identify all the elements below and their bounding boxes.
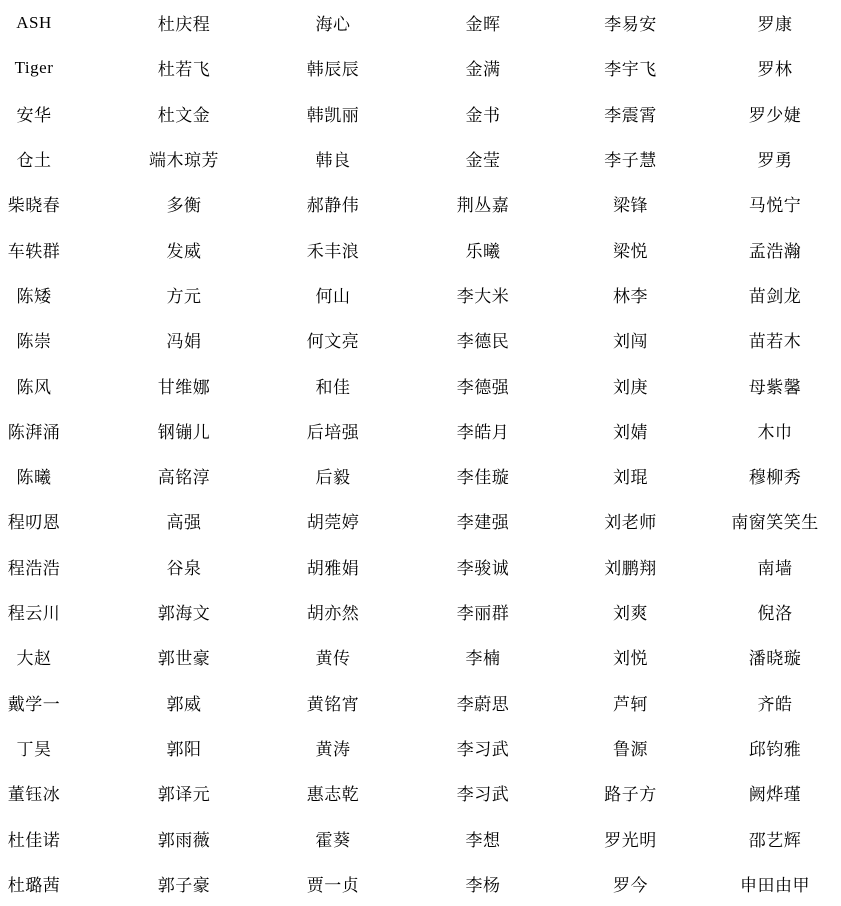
name-cell[interactable]: 霍葵 [315, 830, 351, 850]
name-cell[interactable]: 杜若飞 [157, 60, 211, 80]
name-cell[interactable]: 程云川 [7, 604, 61, 624]
name-cell[interactable]: 刘婧 [613, 422, 648, 442]
name-cell[interactable]: 李习武 [456, 739, 510, 759]
name-cell[interactable]: 何文亮 [306, 332, 360, 352]
name-cell[interactable]: 刘琨 [613, 468, 648, 488]
name-cell[interactable]: 李皓月 [456, 422, 510, 442]
name-cell[interactable]: 戴学一 [7, 694, 61, 714]
name-cell[interactable]: 董钰冰 [7, 785, 61, 805]
name-cell[interactable]: 黄传 [315, 649, 351, 669]
name-cell[interactable]: 阙烨瑾 [748, 785, 802, 805]
name-cell[interactable]: 潘晓璇 [748, 649, 802, 669]
name-cell[interactable]: 杜文金 [157, 105, 211, 125]
name-cell[interactable]: 金满 [465, 60, 501, 80]
name-cell[interactable]: 后培强 [306, 422, 360, 442]
name-cell[interactable]: 禾丰浪 [306, 241, 360, 261]
name-cell[interactable]: 李大米 [456, 286, 510, 306]
name-cell[interactable]: 郭海文 [157, 604, 211, 624]
name-cell[interactable]: 陈曦 [16, 468, 52, 488]
name-cell[interactable]: 罗今 [613, 875, 648, 895]
name-cell[interactable]: 鲁源 [613, 739, 648, 759]
name-cell[interactable]: 李佳璇 [456, 468, 510, 488]
name-cell[interactable]: 罗康 [757, 15, 793, 35]
name-cell[interactable]: 罗光明 [604, 830, 657, 850]
name-cell[interactable]: 林李 [613, 286, 648, 306]
name-cell[interactable]: 南墙 [757, 558, 793, 578]
name-cell[interactable]: 齐皓 [757, 694, 793, 714]
name-cell[interactable]: 大赵 [16, 649, 52, 669]
name-cell[interactable]: 李杨 [465, 875, 501, 895]
name-cell[interactable]: 韩辰辰 [306, 60, 360, 80]
name-cell[interactable]: 李子慧 [604, 151, 657, 171]
name-cell[interactable]: 钢镚儿 [157, 422, 211, 442]
name-cell[interactable]: 韩凯丽 [306, 105, 360, 125]
name-cell[interactable]: 陈湃涌 [7, 422, 61, 442]
name-cell[interactable]: 路子方 [604, 785, 657, 805]
name-cell[interactable]: 金莹 [465, 151, 501, 171]
name-cell[interactable]: ASH [16, 12, 52, 32]
name-cell[interactable]: 刘爽 [613, 604, 648, 624]
name-cell[interactable]: 荆丛嘉 [456, 196, 510, 216]
name-cell[interactable]: 何山 [315, 286, 351, 306]
name-cell[interactable]: 方元 [166, 286, 202, 306]
name-cell[interactable]: 仓土 [16, 151, 52, 171]
name-cell[interactable]: 郭世豪 [157, 649, 211, 669]
name-cell[interactable]: 海心 [315, 15, 351, 35]
name-cell[interactable]: 刘庚 [613, 377, 648, 397]
name-cell[interactable]: 梁锋 [613, 196, 648, 216]
name-cell[interactable]: 李想 [465, 830, 501, 850]
name-cell[interactable]: 高强 [166, 513, 202, 533]
name-cell[interactable]: 杜璐茜 [7, 875, 61, 895]
name-cell[interactable]: 多衡 [166, 196, 202, 216]
name-cell[interactable]: 刘闯 [613, 332, 648, 352]
name-cell[interactable]: 黄涛 [315, 739, 351, 759]
name-cell[interactable]: 南窗笑笑生 [731, 513, 819, 533]
name-cell[interactable]: 胡莞婷 [306, 513, 360, 533]
name-cell[interactable]: 黄铭宵 [306, 694, 360, 714]
name-cell[interactable]: 罗勇 [757, 151, 793, 171]
name-cell[interactable]: 郭子豪 [157, 875, 211, 895]
name-cell[interactable]: 申田由甲 [740, 875, 810, 895]
name-cell[interactable]: 车轶群 [7, 241, 61, 261]
name-cell[interactable]: 李习武 [456, 785, 510, 805]
name-cell[interactable]: 胡亦然 [306, 604, 360, 624]
name-cell[interactable]: Tiger [14, 57, 54, 77]
name-cell[interactable]: 安华 [16, 105, 52, 125]
name-cell[interactable]: 刘鹏翔 [604, 558, 657, 578]
name-cell[interactable]: 陈矮 [16, 286, 52, 306]
name-cell[interactable]: 陈崇 [16, 332, 52, 352]
name-cell[interactable]: 李骏诚 [456, 558, 510, 578]
name-cell[interactable]: 郭威 [166, 694, 202, 714]
name-cell[interactable]: 苗剑龙 [748, 286, 802, 306]
name-cell[interactable]: 陈风 [16, 377, 52, 397]
name-cell[interactable]: 苗若木 [748, 332, 802, 352]
name-cell[interactable]: 李宇飞 [604, 60, 657, 80]
name-cell[interactable]: 程叨恩 [7, 513, 61, 533]
name-cell[interactable]: 李震霄 [604, 105, 657, 125]
name-cell[interactable]: 乐曦 [465, 241, 501, 261]
name-cell[interactable]: 李德民 [456, 332, 510, 352]
name-cell[interactable]: 端木琼芳 [149, 151, 219, 171]
name-cell[interactable]: 李易安 [604, 15, 657, 35]
name-cell[interactable]: 后毅 [315, 468, 351, 488]
name-cell[interactable]: 贾一贞 [306, 875, 360, 895]
name-cell[interactable]: 冯娟 [166, 332, 202, 352]
name-cell[interactable]: 谷泉 [166, 558, 202, 578]
name-cell[interactable]: 金书 [465, 105, 501, 125]
name-cell[interactable]: 郭阳 [166, 739, 202, 759]
name-cell[interactable]: 芦轲 [613, 694, 648, 714]
name-cell[interactable]: 李蔚思 [456, 694, 510, 714]
name-cell[interactable]: 罗林 [757, 60, 793, 80]
name-cell[interactable]: 木巾 [757, 422, 793, 442]
name-cell[interactable]: 韩良 [315, 151, 351, 171]
name-cell[interactable]: 金晖 [465, 15, 501, 35]
name-cell[interactable]: 李建强 [456, 513, 510, 533]
name-cell[interactable]: 孟浩瀚 [748, 241, 802, 261]
name-cell[interactable]: 杜庆程 [157, 15, 211, 35]
name-cell[interactable]: 和佳 [315, 377, 351, 397]
name-cell[interactable]: 穆柳秀 [748, 468, 802, 488]
name-cell[interactable]: 邱钧雅 [748, 739, 802, 759]
name-cell[interactable]: 母紫馨 [748, 377, 802, 397]
name-cell[interactable]: 柴晓春 [7, 196, 61, 216]
name-cell[interactable]: 惠志乾 [306, 785, 360, 805]
name-cell[interactable]: 罗少婕 [748, 105, 802, 125]
name-cell[interactable]: 刘悦 [613, 649, 648, 669]
name-cell[interactable]: 高铭淳 [157, 468, 211, 488]
name-cell[interactable]: 郭雨薇 [157, 830, 211, 850]
name-cell[interactable]: 丁昊 [16, 739, 52, 759]
name-cell[interactable]: 李丽群 [456, 604, 510, 624]
name-cell[interactable]: 胡雅娟 [306, 558, 360, 578]
name-cell[interactable]: 李德强 [456, 377, 510, 397]
name-cell[interactable]: 倪洛 [757, 604, 793, 624]
name-cell[interactable]: 刘老师 [604, 513, 657, 533]
name-cell[interactable]: 郝静伟 [306, 196, 360, 216]
name-cell[interactable]: 李楠 [465, 649, 501, 669]
name-cell[interactable]: 杜佳诺 [7, 830, 61, 850]
name-cell[interactable]: 梁悦 [613, 241, 648, 261]
name-cell[interactable]: 马悦宁 [748, 196, 802, 216]
name-cell[interactable]: 发威 [166, 241, 202, 261]
name-cell[interactable]: 郭译元 [157, 785, 211, 805]
name-cell[interactable]: 程浩浩 [7, 558, 61, 578]
name-cell[interactable]: 邵艺辉 [748, 830, 802, 850]
name-cell[interactable]: 甘维娜 [157, 377, 211, 397]
